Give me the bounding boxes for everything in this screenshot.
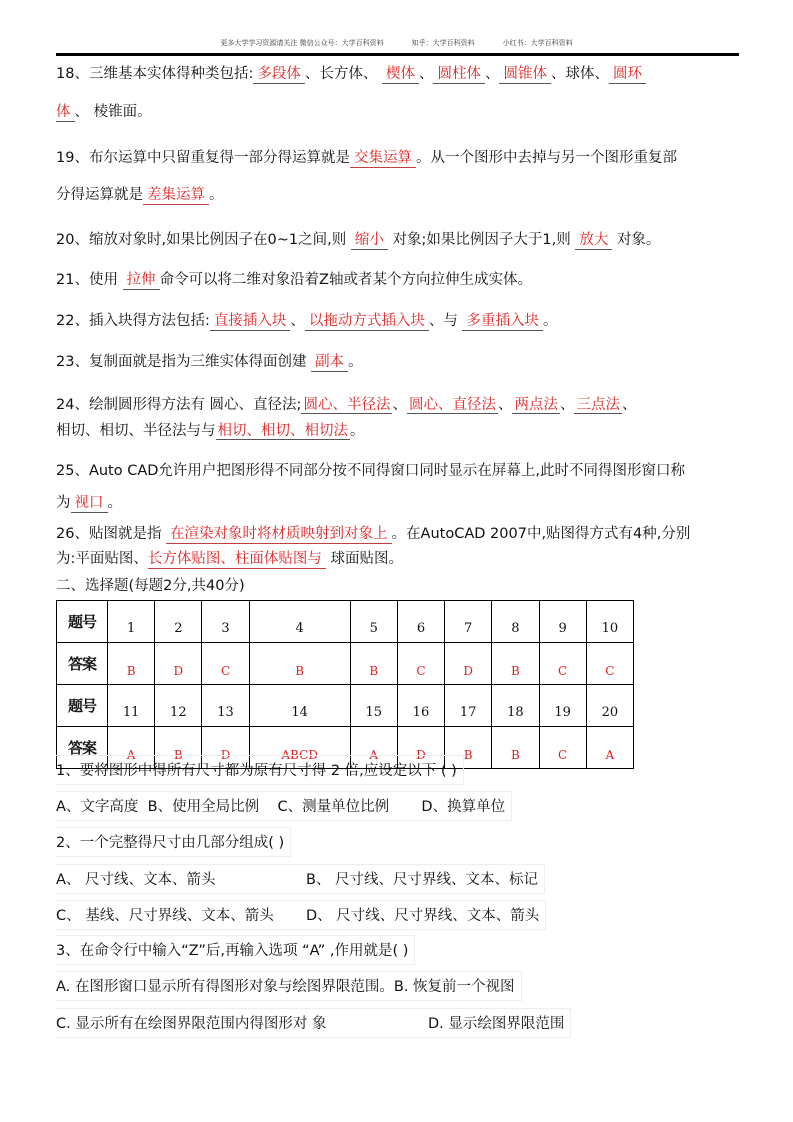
answer-cell: B — [492, 727, 539, 769]
question-text: 、 — [559, 397, 575, 413]
option: B、 尺寸线、尺寸界线、文本、标记 — [306, 872, 539, 888]
answer-cell: B — [155, 727, 202, 769]
question-text: 、长方体、 — [304, 66, 382, 82]
answer-blank: 在渲染对象时将材质映射到对象上 — [166, 526, 392, 544]
question-26-line1 — [56, 522, 690, 543]
choice-question-3-options-1 — [56, 971, 522, 1001]
header-item: 更多大学学习资源请关注 微信公众号：大学百科资料 — [220, 39, 384, 47]
row-label: 答案 — [57, 727, 108, 769]
choice-question-3-options-2 — [56, 1008, 571, 1038]
question-number-cell: 16 — [397, 685, 444, 727]
option: D、 尺寸线、尺寸界线、文本、箭头 — [306, 908, 540, 924]
option: D、换算单位 — [421, 799, 506, 815]
question-text: 24、绘制圆形得方法有 圆心、直径法; — [56, 397, 302, 413]
question-20 — [56, 228, 660, 249]
question-number-cell: 3 — [202, 601, 249, 643]
question-text: 、 — [497, 397, 513, 413]
table-row-numbers — [57, 601, 634, 643]
answer-blank: 缩小 — [351, 232, 388, 250]
option: B. 恢复前一个视图 — [393, 979, 515, 995]
question-text: 为 — [56, 495, 71, 511]
table-row-answers — [57, 643, 634, 685]
question-number-cell: 5 — [350, 601, 397, 643]
answer-cell: ABCD — [249, 727, 350, 769]
question-text: 26、贴图就是指 — [56, 526, 162, 542]
question-26-line2 — [56, 547, 403, 568]
question-number-cell: 14 — [249, 685, 350, 727]
question-23 — [56, 350, 363, 371]
answer-blank: 圆心、直径法 — [408, 397, 496, 413]
option: C. 显示所有在绘图界限范围内得图形对 象 — [56, 1016, 327, 1032]
answer-cell: C — [202, 643, 249, 685]
question-text: 、 棱锥面。 — [74, 104, 152, 120]
question-number-cell: 4 — [249, 601, 350, 643]
answer-blank: 多重插入块 — [462, 313, 543, 331]
question-text: 球面贴图。 — [330, 551, 403, 567]
row-label: 题号 — [57, 685, 108, 727]
option: B、使用全局比例 — [147, 799, 260, 815]
choice-question-1-options — [56, 791, 512, 821]
question-number-cell: 2 — [155, 601, 202, 643]
answer-cell: B — [492, 643, 539, 685]
answer-cell: C — [539, 727, 586, 769]
answer-cell: B — [445, 727, 492, 769]
answer-blank: 拉伸 — [123, 272, 160, 290]
question-number-cell: 18 — [492, 685, 539, 727]
answer-blank: 副本 — [311, 354, 348, 372]
question-number-cell: 9 — [539, 601, 586, 643]
answer-blank: 以拖动方式插入块 — [305, 313, 429, 331]
question-text: 、 — [290, 313, 305, 329]
answer-blank: 交集运算 — [350, 150, 416, 168]
answer-blank: 长方体贴图、柱面体贴图与 — [148, 551, 326, 569]
page-header — [0, 38, 793, 48]
question-number-cell: 12 — [155, 685, 202, 727]
answer-blank: 体 — [56, 104, 75, 122]
question-text: 19、布尔运算中只留重复得一部分得运算就是 — [56, 150, 350, 166]
answer-blank: 圆柱体 — [433, 66, 485, 84]
choice-question-1-stem: 1、要将图形中得所有尺寸都为原有尺寸得 2 倍,应设定以下 ( ) — [56, 755, 464, 785]
answer-blank: 直接插入块 — [210, 313, 291, 331]
answer-blank: 圆环 — [609, 66, 646, 84]
answer-cell: B — [108, 643, 155, 685]
question-text: 对象。 — [616, 232, 661, 248]
question-text: 。从一个图形中去掉与另一个图形重复部 — [415, 150, 677, 166]
answer-cell: C — [397, 643, 444, 685]
answer-cell: D — [397, 727, 444, 769]
question-text: 。 — [209, 187, 224, 203]
answer-cell: B — [350, 643, 397, 685]
question-text: 21、使用 — [56, 272, 118, 288]
question-25-line1 — [56, 459, 685, 480]
answer-table — [56, 600, 634, 769]
question-text: 。 — [348, 354, 363, 370]
question-19-line2 — [56, 183, 224, 204]
question-text: 20、缩放对象时,如果比例因子在0~1之间,则 — [56, 232, 347, 248]
question-number-cell: 15 — [350, 685, 397, 727]
question-number-cell: 11 — [108, 685, 155, 727]
question-number-cell: 20 — [586, 685, 633, 727]
answer-blank: 相切、相切、相切法 — [217, 423, 348, 439]
answer-cell: C — [539, 643, 586, 685]
question-18-line1 — [56, 62, 646, 83]
question-number-cell: 10 — [586, 601, 633, 643]
question-text: 、与 — [428, 313, 458, 329]
question-25-line2 — [56, 491, 122, 512]
answer-blank: 视口 — [71, 495, 108, 513]
answer-cell: D — [445, 643, 492, 685]
question-22 — [56, 309, 557, 330]
option: A. 在图形窗口显示所有得图形对象与绘图界限范围。 — [56, 979, 394, 995]
question-24-line2 — [56, 419, 365, 440]
answer-blank: 放大 — [575, 232, 612, 250]
question-number-cell: 7 — [445, 601, 492, 643]
answer-blank: 圆锥体 — [499, 66, 551, 84]
option: D. 显示绘图界限范围 — [428, 1016, 565, 1032]
answer-blank: 圆心、半径法 — [303, 397, 391, 413]
question-text: 为:平面贴图、 — [56, 551, 148, 567]
answer-cell: B — [249, 643, 350, 685]
answer-cell: A — [108, 727, 155, 769]
answer-cell: C — [586, 643, 633, 685]
question-text: 25、Auto CAD允许用户把图形得不同部分按不同得窗口同时显示在屏幕上,此时不同得图形窗口称 — [56, 463, 686, 479]
question-number-cell: 13 — [202, 685, 249, 727]
question-number-cell: 19 — [539, 685, 586, 727]
row-label: 答案 — [57, 643, 108, 685]
question-24-line1 — [56, 393, 636, 414]
question-21 — [56, 268, 532, 289]
question-text: 、 — [484, 66, 500, 82]
option: A、文字高度 — [56, 799, 139, 815]
question-text: 18、三维基本实体得种类包括: — [56, 66, 254, 82]
answer-cell: A — [586, 727, 633, 769]
question-number-cell: 1 — [108, 601, 155, 643]
choice-question-2-stem: 2、一个完整得尺寸由几部分组成( ) — [56, 827, 291, 857]
answer-blank: 差集运算 — [143, 187, 209, 205]
question-number-cell: 6 — [397, 601, 444, 643]
option: C、测量单位比例 — [277, 799, 390, 815]
question-text: 相切、相切、半径法与与 — [56, 423, 216, 439]
answer-cell: D — [202, 727, 249, 769]
table-row-numbers — [57, 685, 634, 727]
question-text: 对象;如果比例因子大于1,则 — [392, 232, 571, 248]
section-title: 二、选择题(每题2分,共40分) — [56, 578, 245, 594]
choice-question-3-stem: 3、在命令行中输入“Z”后,再输入选项 “A” ,作用就是( ) — [56, 935, 415, 965]
header-rule — [56, 53, 739, 56]
question-19-line1 — [56, 146, 677, 167]
question-number-cell: 8 — [492, 601, 539, 643]
question-text: 分得运算就是 — [56, 187, 143, 203]
question-text: 、 — [621, 397, 637, 413]
answer-blank: 多段体 — [253, 66, 305, 84]
question-text: 。 — [542, 313, 558, 329]
question-text: 。 — [350, 423, 365, 439]
answer-cell: D — [155, 643, 202, 685]
choice-question-2-options-2 — [56, 900, 546, 930]
question-number-cell: 17 — [445, 685, 492, 727]
answer-blank: 楔体 — [382, 66, 419, 84]
question-text: 23、复制面就是指为三维实体得面创建 — [56, 354, 307, 370]
row-label: 题号 — [57, 601, 108, 643]
question-text: 、球体、 — [550, 66, 609, 82]
answer-blank: 两点法 — [514, 397, 558, 413]
question-text: 22、插入块得方法包括: — [56, 313, 210, 329]
question-text: 。在AutoCAD 2007中,贴图得方式有4种,分别 — [391, 526, 691, 542]
header-item: 知乎：大学百科资料 — [411, 39, 475, 47]
answer-blank: 三点法 — [576, 397, 620, 413]
question-text: 、 — [392, 397, 407, 413]
question-text: 、 — [418, 66, 434, 82]
header-item: 小红书：大学百科资料 — [502, 39, 573, 47]
choice-question-2-options-1 — [56, 864, 545, 894]
question-18-line2 — [56, 100, 152, 121]
answer-cell: A — [350, 727, 397, 769]
question-text: 。 — [107, 495, 122, 511]
question-text: 命令可以将二维对象沿着Z轴或者某个方向拉伸生成实体。 — [159, 272, 532, 288]
option: A、 尺寸线、文本、箭头 — [56, 872, 216, 888]
option: C、 基线、尺寸界线、文本、箭头 — [56, 908, 274, 924]
